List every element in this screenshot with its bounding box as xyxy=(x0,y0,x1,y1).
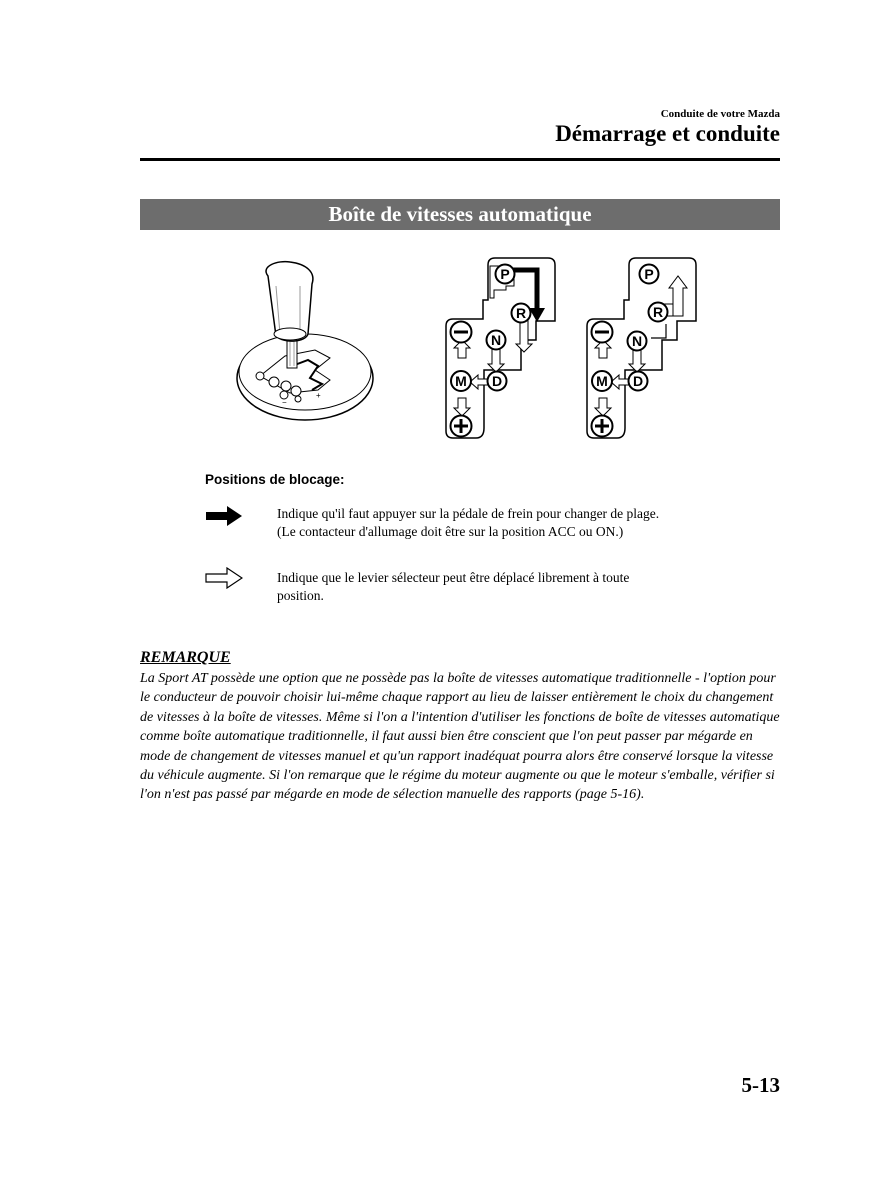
svg-text:R: R xyxy=(515,305,527,321)
svg-text:M: M xyxy=(596,373,608,389)
legend-line: position. xyxy=(277,588,324,603)
gate-position-minus xyxy=(451,322,472,343)
outline-arrow-icon xyxy=(205,567,243,589)
legend-line: Indique que le levier sélecteur peut être déplacé librement à toute xyxy=(277,570,630,585)
topic-banner xyxy=(140,199,780,230)
svg-text:M: M xyxy=(455,373,467,389)
section-title: Démarrage et conduite xyxy=(555,121,780,146)
shift-gate-figure xyxy=(140,248,780,448)
note-body: La Sport AT possède une option que ne possède pas la boîte de vitesses automatique traditionnelle - l'option pour le conducteur de pouvoir choisir lui-même chaque rapport au lieu de laisser entièrement le choix du changement de vitesses à la boîte de vitesses. Même si l'on a l'intention d'utiliser les fonctions de boîte de vitesses automatique comme boîte automatique traditionnelle, il faut aussi bien être conscient que l'on peut passer par mégarde en mode de changement de vitesses manuel et qu'un rapport inadéquat pourra alors être conservé lorsque la vitesse du véhicule augmente. Si l'on remarque que le régime du moteur augmente ou que le moteur s'emballe, vérifier si l'on n'est pas passé par mégarde en mode de sélection manuelle des rapports (page 5-16). xyxy=(140,671,780,803)
chapter-title: Conduite de votre Mazda xyxy=(660,108,780,120)
gate-position-reverse xyxy=(512,304,531,323)
filled-arrow-icon xyxy=(205,505,243,527)
legend-item-outline xyxy=(277,569,747,605)
svg-text:N: N xyxy=(490,332,502,348)
shift-knob-illustration xyxy=(237,262,373,420)
gate-position-manual xyxy=(451,371,471,391)
gate-position-neutral xyxy=(487,331,506,350)
gate-position-reverse xyxy=(649,303,668,322)
svg-text:P: P xyxy=(644,266,654,282)
gate-position-drive xyxy=(629,372,648,391)
gate-position-plus xyxy=(451,416,472,437)
svg-text:D: D xyxy=(632,373,644,389)
gate-position-manual xyxy=(592,371,612,391)
svg-text:N: N xyxy=(631,333,643,349)
legend-item-filled xyxy=(277,505,747,541)
topic-title: Boîte de vitesses automatique xyxy=(328,202,592,226)
gate-position-drive xyxy=(488,372,507,391)
note-heading: REMARQUE xyxy=(140,649,231,666)
gate-position-plus xyxy=(592,416,613,437)
svg-text:P: P xyxy=(500,266,510,282)
svg-text:D: D xyxy=(491,373,503,389)
lock-positions-heading: Positions de blocage: xyxy=(205,472,345,487)
header-rule xyxy=(140,158,780,161)
legend-line: (Le contacteur d'allumage doit être sur la position ACC ou ON.) xyxy=(277,524,624,539)
svg-text:+: + xyxy=(316,391,321,400)
gate-position-neutral xyxy=(628,332,647,351)
gate-position-minus xyxy=(592,322,613,343)
legend-line: Indique qu'il faut appuyer sur la pédale de frein pour changer de plage. xyxy=(277,506,660,521)
page-number: 5-13 xyxy=(741,1073,780,1097)
gate-position-park xyxy=(496,265,515,284)
gate-position-park xyxy=(640,265,659,284)
svg-text:−: − xyxy=(282,398,287,407)
svg-text:R: R xyxy=(652,304,664,320)
